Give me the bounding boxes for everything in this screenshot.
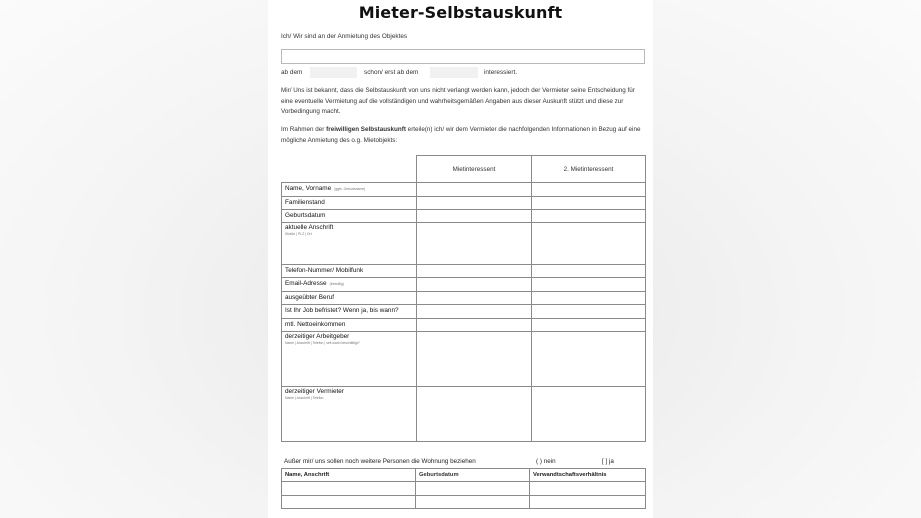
label-email: Email-Adresse [285, 280, 327, 287]
header-applicant-2: 2. Mietinteressent [532, 156, 646, 183]
persons-header-row [282, 469, 646, 482]
label-net-income: mtl. Nettoeinkommen [285, 321, 346, 328]
additional-persons-table [281, 468, 646, 509]
table-row [282, 278, 646, 292]
header-birth-date: Geburtsdatum [416, 469, 530, 482]
label-employer: derzeitiger Arbeitgeber [285, 333, 350, 340]
row-label [282, 197, 417, 210]
row-label [282, 292, 417, 305]
applicant-2-address-cell[interactable] [532, 223, 646, 265]
label-employer-sub: Name | Anschrift | Telefon | seit wann beschäftigt? [285, 341, 360, 345]
additional-persons-question: Außer mir/ uns sollen noch weitere Personen die Wohnung beziehen [284, 458, 476, 465]
applicant-1-landlord-cell[interactable] [417, 387, 532, 442]
header-empty-cell [282, 156, 417, 183]
label-note: (ggfs. Geburtsname) [334, 187, 366, 191]
row-label [282, 265, 417, 278]
applicant-2-email-cell[interactable] [532, 278, 646, 292]
table-row [282, 292, 646, 305]
applicant-1-occupation-cell[interactable] [417, 292, 532, 305]
applicant-table [281, 155, 646, 442]
row-label [282, 278, 417, 292]
applicant-2-birth-date-cell[interactable] [532, 210, 646, 223]
intro-paragraph [281, 125, 643, 146]
table-header-row [282, 156, 646, 183]
table-row [282, 210, 646, 223]
table-row [282, 319, 646, 332]
document-page [268, 0, 653, 518]
person-2-relationship-cell[interactable] [530, 496, 646, 509]
applicant-1-employer-cell[interactable] [417, 332, 532, 387]
intro-text-before: Im Rahmen der [281, 126, 327, 133]
label-marital-status: Familienstand [285, 199, 325, 206]
header-name-address: Name, Anschrift [282, 469, 416, 482]
label-occupation: ausgeübter Beruf [285, 294, 335, 301]
applicant-2-job-limited-cell[interactable] [532, 305, 646, 319]
label-email-note: (freiwillig) [329, 282, 344, 286]
applicant-1-address-cell[interactable] [417, 223, 532, 265]
row-label [282, 319, 417, 332]
person-1-relationship-cell[interactable] [530, 482, 646, 496]
applicant-2-net-income-cell[interactable] [532, 319, 646, 332]
person-1-birth-date-cell[interactable] [416, 482, 530, 496]
person-1-name-cell[interactable] [282, 482, 416, 496]
table-row [282, 265, 646, 278]
row-label [282, 223, 417, 265]
table-row [282, 223, 646, 265]
label-phone: Telefon-Nummer/ Mobilfunk [285, 267, 364, 274]
table-row [282, 332, 646, 387]
disclaimer-paragraph: Mir/ Uns ist bekannt, dass die Selbstauskunft von uns nicht verlangt werden kann, jedoch der Vermieter seine Entscheidung für eine eventuelle Vermietung auf die vollständigen und wahrheitsgemäßen Angaben aus dieser Auskunft stützt und diese zur Vorbedingung macht. [281, 87, 635, 115]
applicant-1-email-cell[interactable] [417, 278, 532, 292]
table-row [282, 482, 646, 496]
table-row [282, 496, 646, 509]
applicant-2-occupation-cell[interactable] [532, 292, 646, 305]
date-middle-label: schon/ erst ab dem [364, 69, 419, 76]
label-name: Name, Vorname [285, 185, 332, 192]
table-row [282, 387, 646, 442]
applicant-1-job-limited-cell[interactable] [417, 305, 532, 319]
header-applicant-1: Mietinteressent [417, 156, 532, 183]
intro-text-after: erteile(n) ich/ wir dem Vermieter die nachfolgenden Informationen in Bezug auf eine mögliche Anmietung des o.g. Mietobjekts: [281, 126, 641, 144]
applicant-2-landlord-cell[interactable] [532, 387, 646, 442]
label-birth-date: Geburtsdatum [285, 212, 326, 219]
row-label [282, 210, 417, 223]
object-address-field[interactable] [281, 49, 645, 64]
applicant-2-name-cell[interactable] [532, 183, 646, 197]
row-label [282, 305, 417, 319]
header-relationship: Verwandtschaftsverhältnis [530, 469, 646, 482]
person-2-name-cell[interactable] [282, 496, 416, 509]
date-prefix-label: ab dem [281, 69, 303, 76]
row-label [282, 183, 417, 197]
label-job-limited: Ist Ihr Job befristet? Wenn ja, bis wann? [285, 307, 399, 314]
label-landlord: derzeitiger Vermieter [285, 388, 344, 395]
page-title: Mieter-Selbstauskunft [358, 3, 563, 22]
person-2-birth-date-cell[interactable] [416, 496, 530, 509]
intro-line: Ich/ Wir sind an der Anmietung des Objektes [281, 33, 408, 40]
option-yes-checkbox[interactable]: [ ] ja [602, 458, 614, 465]
table-row [282, 197, 646, 210]
label-current-address: aktuelle Anschrift [285, 224, 334, 231]
applicant-1-birth-date-cell[interactable] [417, 210, 532, 223]
intro-text-bold: freiwilligen Selbstauskunft [326, 126, 406, 133]
later-date-field[interactable] [430, 67, 478, 78]
applicant-1-marital-status-cell[interactable] [417, 197, 532, 210]
date-suffix-label: interessiert. [484, 69, 518, 76]
applicant-1-phone-cell[interactable] [417, 265, 532, 278]
option-no-checkbox[interactable]: ( ) nein [536, 458, 556, 465]
label-current-address-sub: Straße | PLZ | Ort [285, 232, 312, 236]
applicant-1-net-income-cell[interactable] [417, 319, 532, 332]
row-label [282, 332, 417, 387]
applicant-2-phone-cell[interactable] [532, 265, 646, 278]
table-row [282, 183, 646, 197]
applicant-2-marital-status-cell[interactable] [532, 197, 646, 210]
from-date-field[interactable] [310, 67, 357, 78]
row-label [282, 387, 417, 442]
label-landlord-sub: Name | Anschrift | Telefon [285, 396, 324, 400]
applicant-1-name-cell[interactable] [417, 183, 532, 197]
applicant-2-employer-cell[interactable] [532, 332, 646, 387]
table-row [282, 305, 646, 319]
